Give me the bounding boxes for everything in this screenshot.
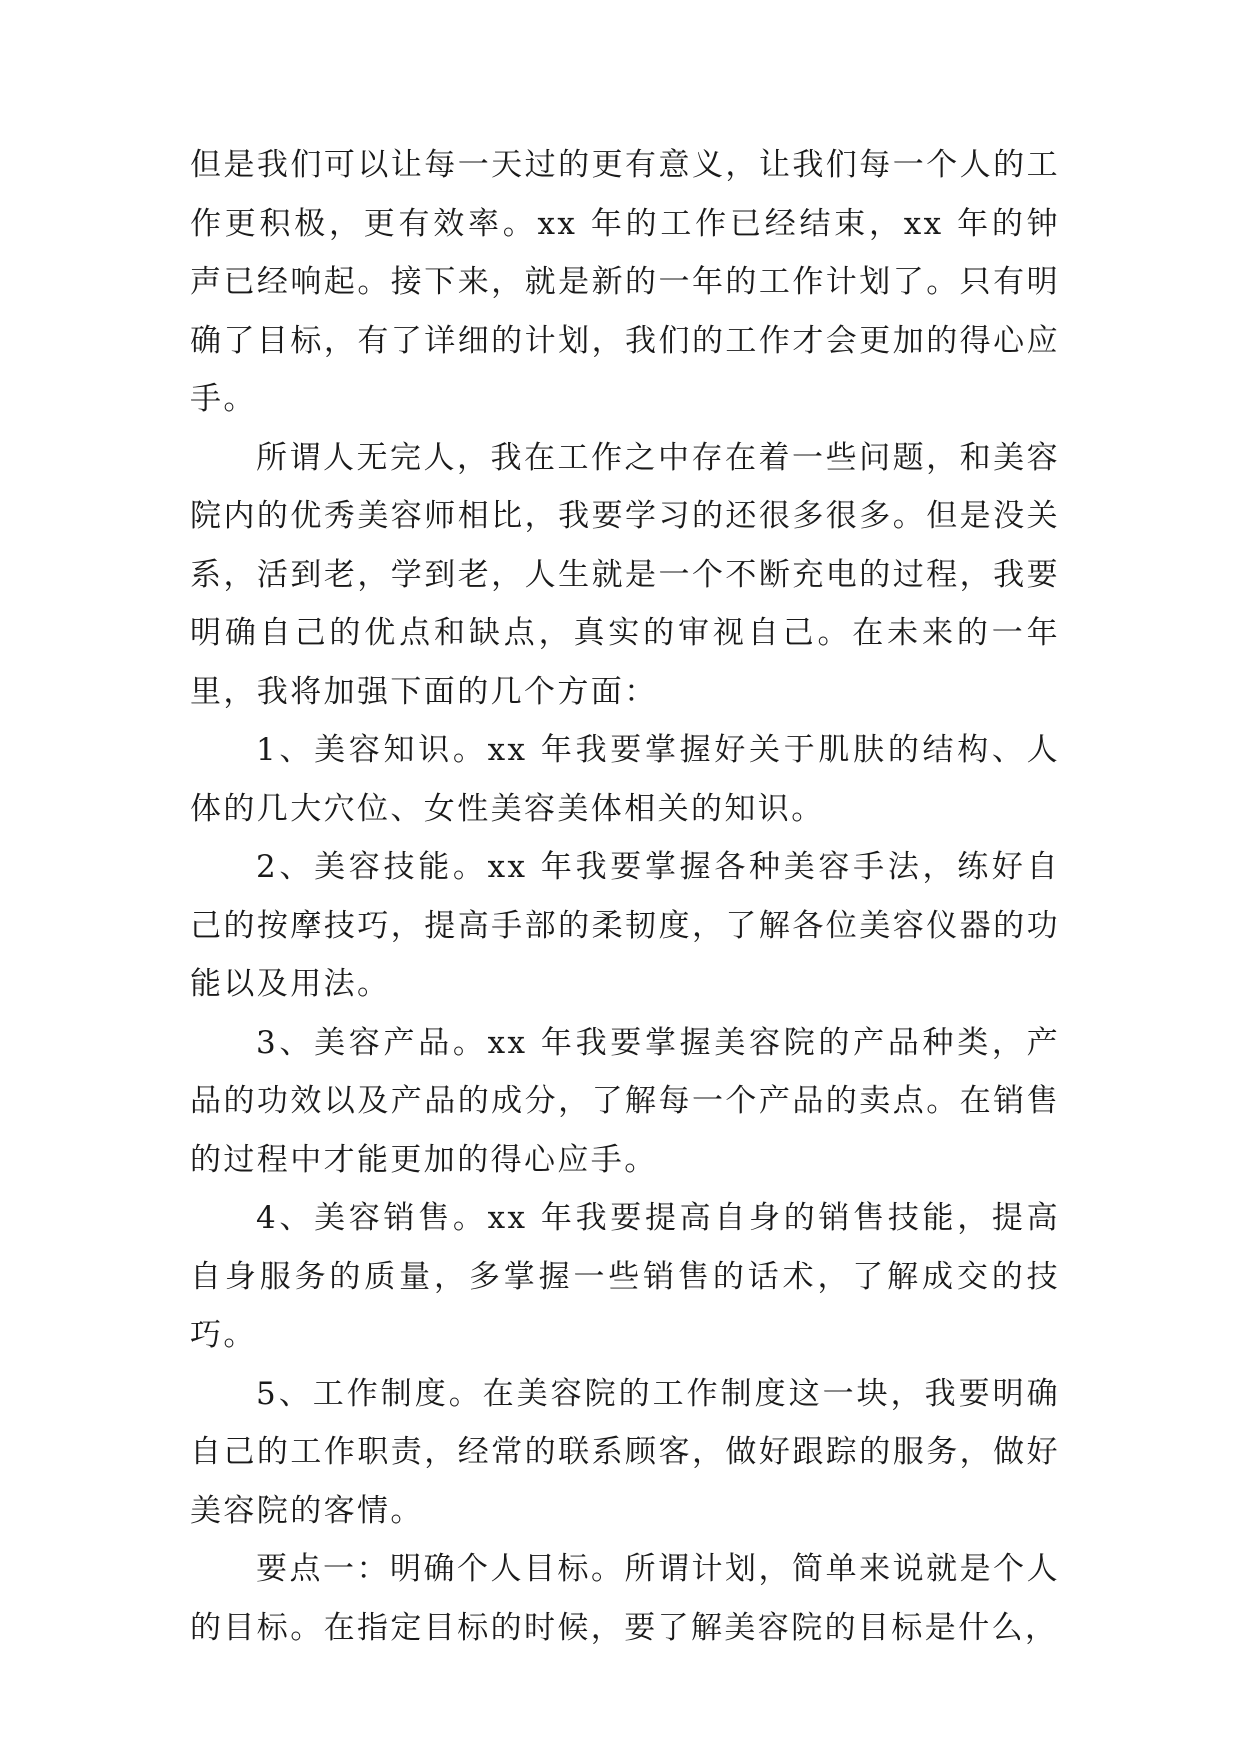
paragraph-item-sales: 4、美容销售。xx 年我要提高自身的销售技能，提高自身服务的质量，多掌握一些销售的话术，了解成交的技巧。 [190,1200,1060,1353]
paragraph-key-point-one: 要点一：明确个人目标。所谓计划，简单来说就是个人的目标。在指定目标的时候，要了解美容院的目标是什么， [190,1551,1060,1646]
paragraph-item-knowledge: 1、美容知识。xx 年我要掌握好关于肌肤的结构、人体的几大穴位、女性美容美体相关的知识。 [190,732,1060,827]
paragraph-item-skills: 2、美容技能。xx 年我要掌握各种美容手法，练好自己的按摩技巧，提高手部的柔韧度，了解各位美容仪器的功能以及用法。 [190,849,1060,1002]
paragraph-item-products: 3、美容产品。xx 年我要掌握美容院的产品种类，产品的功效以及产品的成分，了解每一个产品的卖点。在销售的过程中才能更加的得心应手。 [190,1024,1060,1178]
paragraph-self-review: 所谓人无完人，我在工作之中存在着一些问题，和美容院内的优秀美容师相比，我要学习的还很多很多。但是没关系，活到老，学到老，人生就是一个不断充电的过程，我要明确自己的优点和缺点，真实的审视自己。在未来的一年里，我将加强下面的几个方面： [190,439,1060,710]
paragraph-item-work-rules: 5、工作制度。在美容院的工作制度这一块，我要明确自己的工作职责，经常的联系顾客，做好跟踪的服务，做好美容院的客情。 [190,1375,1060,1529]
paragraph-intro: 但是我们可以让每一天过的更有意义，让我们每一个人的工作更积极，更有效率。xx 年的工作已经结束，xx 年的钟声已经响起。接下来，就是新的一年的工作计划了。只有明确了目标，有了详细的计划，我们的工作才会更加的得心应手。 [190,147,1060,417]
document-body [190,136,1060,1657]
